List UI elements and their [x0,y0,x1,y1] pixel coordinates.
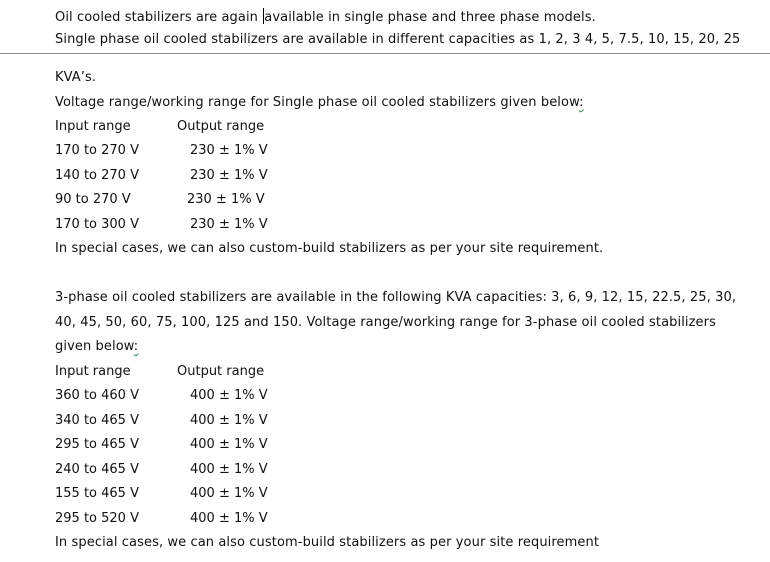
page-break-divider [0,53,770,54]
table-row-output: 400 ± 1% V [190,413,268,428]
table-row-output: 230 ± 1% V [190,217,268,232]
single-phase-input-header: Input range [55,119,131,134]
table-row-input: 155 to 465 V [55,486,139,501]
single-phase-output-header: Output range [177,119,265,134]
three-phase-output-header: Output range [177,364,265,379]
table-row-output: 230 ± 1% V [190,143,268,158]
three-phase-line-3: given below: [55,339,139,354]
table-row-output: 400 ± 1% V [190,437,268,452]
table-row-output: 400 ± 1% V [190,462,268,477]
intro-text-end: available in single phase and three phase models. [264,10,596,25]
spellcheck-squiggle: : [133,339,139,354]
three-phase-line-2: 40, 45, 50, 60, 75, 100, 125 and 150. Voltage range/working range for 3-phase oil cooled stabilizers [55,315,716,330]
three-phase-line-1: 3-phase oil cooled stabilizers are available in the following KVA capacities: 3, 6, 9, 12, 15, 22.5, 25, 30, [55,290,737,305]
table-row-output: 400 ± 1% V [190,388,268,403]
spellcheck-squiggle: : [579,95,584,110]
table-row-input: 240 to 465 V [55,462,139,477]
kva-line: KVA’s. [55,70,97,85]
table-row-output: 400 ± 1% V [190,486,268,501]
table-row-input: 170 to 270 V [55,143,139,158]
table-row-input: 295 to 465 V [55,437,139,452]
table-row-input: 90 to 270 V [55,192,131,207]
table-row-input: 170 to 300 V [55,217,139,232]
table-row-output: 400 ± 1% V [190,511,268,526]
table-row-input: 340 to 465 V [55,413,139,428]
intro-paragraph [55,8,596,26]
table-row-output: 230 ± 1% V [190,168,268,183]
table-row-input: 295 to 520 V [55,511,139,526]
single-phase-capacities-line: Single phase oil cooled stabilizers are available in different capacities as 1, 2, 3 4, 5, 7.5, 10, 15, 20, 25 [55,32,741,47]
three-phase-input-header: Input range [55,364,131,379]
special-cases-note-2: In special cases, we can also custom-build stabilizers as per your site requirement [55,535,600,550]
table-row-input: 140 to 270 V [55,168,139,183]
table-row-input: 360 to 460 V [55,388,139,403]
table-row-output: 230 ± 1% V [187,192,265,207]
single-phase-heading: Voltage range/working range for Single phase oil cooled stabilizers given below: [55,95,584,110]
intro-text-start: Oil cooled stabilizers are again [55,10,263,25]
special-cases-note-1: In special cases, we can also custom-build stabilizers as per your site requirement. [55,241,604,256]
